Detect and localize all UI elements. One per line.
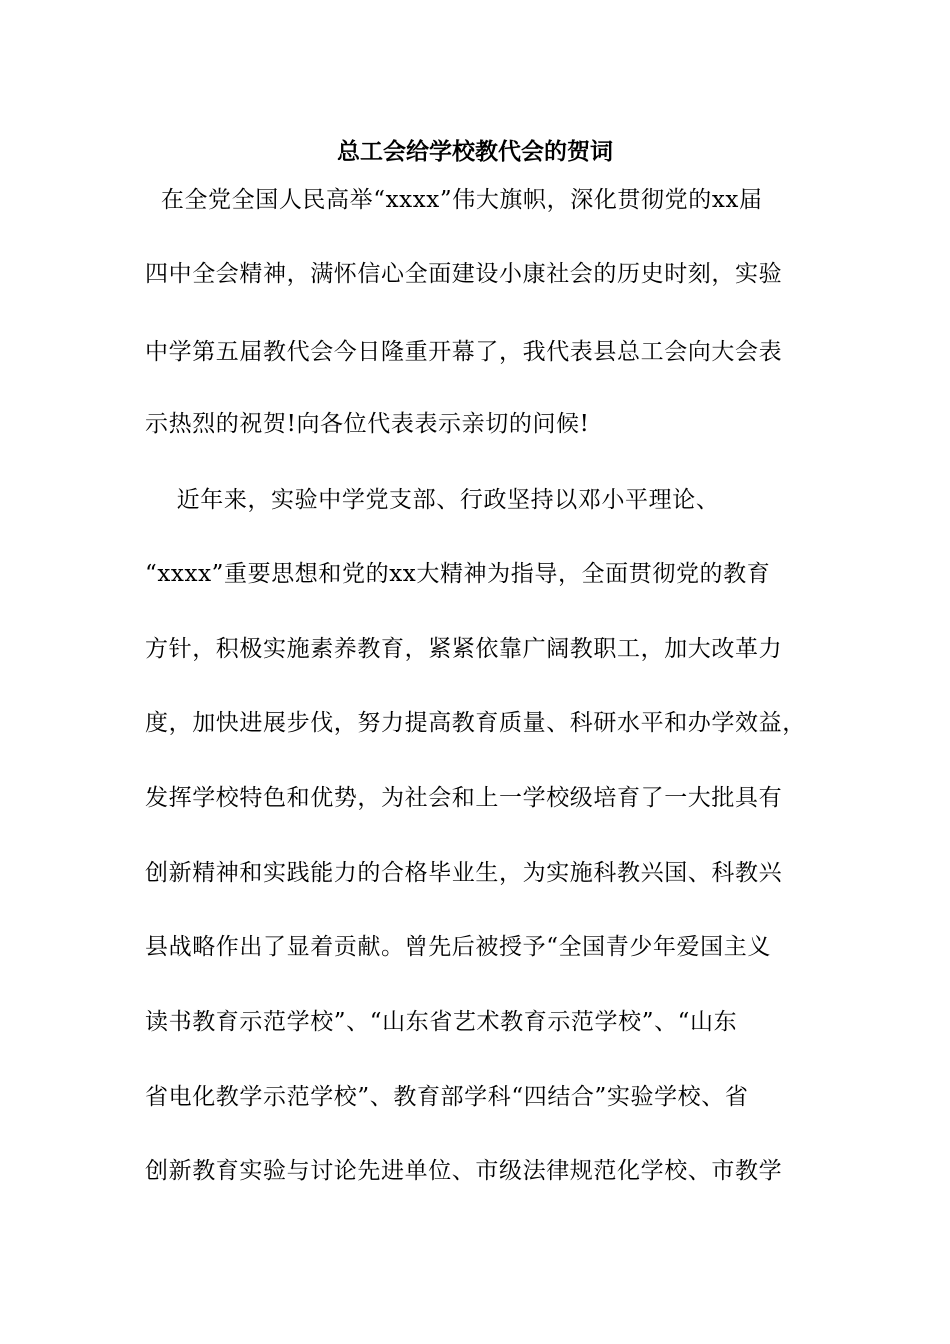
paragraph-line-14: 创新教育实验与讨论先进单位、市级法律规范化学校、市教学	[145, 1158, 783, 1184]
paragraph-line-2: 四中全会精神，满怀信心全面建设小康社会的历史时刻，实验	[145, 261, 783, 287]
document-title: 总工会给学校教代会的贺词	[337, 139, 613, 165]
paragraph-line-4: 示热烈的祝贺!向各位代表表示亲切的问候!	[145, 411, 590, 437]
paragraph-line-1: 在全党全国人民高举“xxxx”伟大旗帜，深化贯彻党的xx届	[145, 187, 763, 213]
paragraph-line-7: 方针，积极实施素养教育，紧紧依靠广阔教职工，加大改革力	[145, 636, 783, 662]
paragraph-line-8: 度，加快进展步伐，努力提高教育质量、科研水平和办学效益，	[145, 710, 806, 736]
paragraph-line-3: 中学第五届教代会今日隆重开幕了，我代表县总工会向大会表	[145, 339, 783, 365]
paragraph-line-10: 创新精神和实践能力的合格毕业生，为实施科教兴国、科教兴	[145, 860, 783, 886]
paragraph-line-6: “xxxx”重要思想和党的xx大精神为指导，全面贯彻党的教育	[145, 561, 771, 587]
paragraph-line-9: 发挥学校特色和优势，为社会和上一学校级培育了一大批具有	[145, 785, 783, 811]
paragraph-line-11: 县战略作出了显着贡献。曾先后被授予“全国青少年爱国主义	[145, 934, 771, 960]
paragraph-line-5: 近年来，实验中学党支部、行政坚持以邓小平理论、	[145, 487, 720, 513]
paragraph-line-13: 省电化教学示范学校”、教育部学科“四结合”实验学校、省	[145, 1084, 749, 1110]
paragraph-line-12: 读书教育示范学校”、“山东省艺术教育示范学校”、“山东	[145, 1009, 738, 1035]
